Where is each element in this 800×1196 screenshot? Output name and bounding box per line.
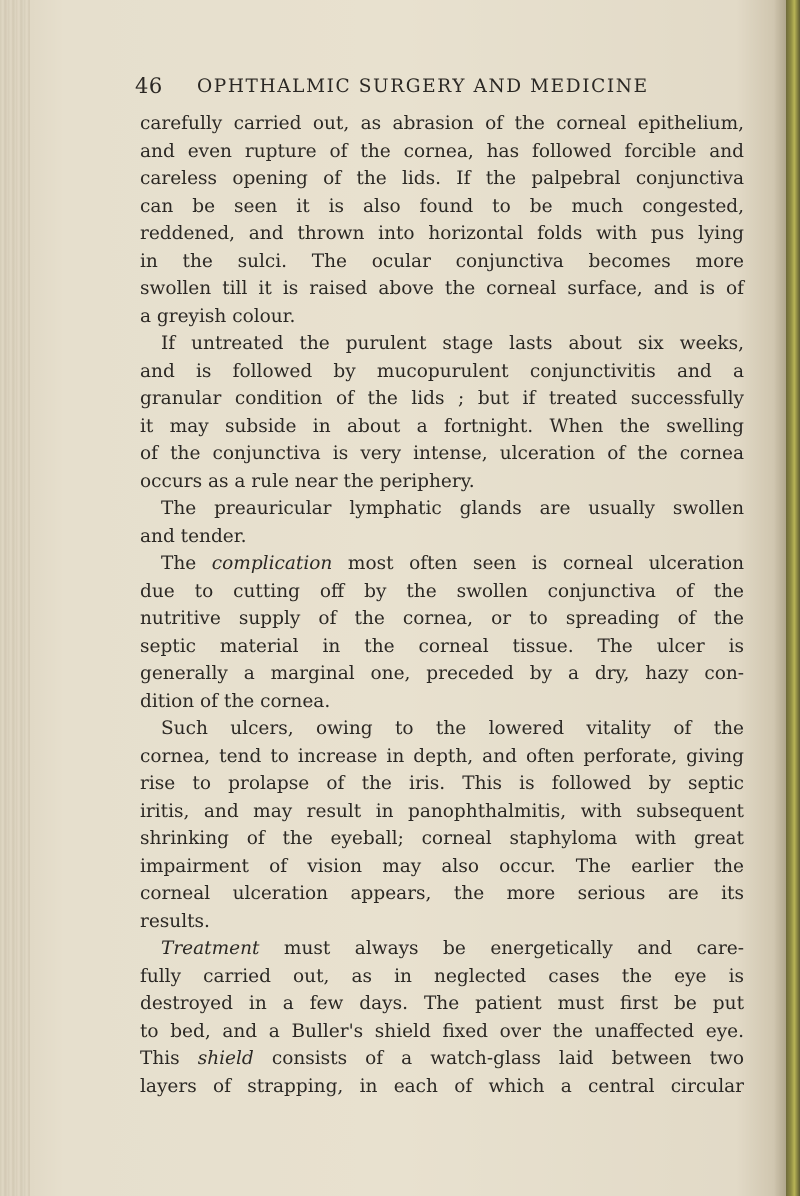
text-line: due to cutting off by the swollen conjunctiva of the [140, 580, 744, 602]
line-segment: most often seen is corneal ulceration [332, 553, 744, 574]
italic-term-treatment: Treatment [161, 938, 260, 959]
line-segment: consists of a watch-glass laid between two [253, 1048, 745, 1069]
text-line: in the sulci. The ocular conjunctiva becomes more [140, 250, 744, 272]
line-segment: must always be energetically and care- [259, 938, 744, 959]
running-title: OPHTHALMIC SURGERY AND MEDICINE [197, 76, 649, 97]
text-line: and even rupture of the cornea, has followed forcible and [140, 140, 744, 162]
text-line: If untreated the purulent stage lasts about six weeks, [161, 333, 744, 354]
text-line: septic material in the corneal tissue. The ulcer is [140, 635, 744, 657]
page-number: 46 [135, 74, 163, 98]
text-line: fully carried out, as in neglected cases the eye is [140, 965, 744, 987]
text-line: and is followed by mucopurulent conjunctivitis and a [140, 360, 744, 382]
body-text [140, 110, 744, 1100]
italic-term-complication: complication [211, 553, 333, 574]
text-line: nutritive supply of the cornea, or to spreading of the [140, 608, 744, 629]
text-line [140, 550, 744, 578]
line-segment: This [140, 1048, 198, 1069]
text-line: can be seen it is also found to be much congested, [140, 195, 744, 217]
page-gutter-left [0, 0, 30, 1196]
text-line: impairment of vision may also occur. The earlier the [140, 855, 744, 877]
text-line: of the conjunctiva is very intense, ulceration of the cornea [140, 443, 744, 464]
text-line: shrinking of the eyeball; corneal staphyloma with great [140, 828, 744, 849]
page-edge-shadow [774, 0, 786, 1196]
text-line: swollen till it is raised above the corneal surface, and is of [140, 278, 744, 299]
book-spine-edge [786, 0, 800, 1196]
text-line: generally a marginal one, preceded by a dry, hazy con- [140, 663, 744, 684]
text-line: dition of the cornea. [140, 690, 331, 712]
text-line: careless opening of the lids. If the palpebral conjunctiva [140, 168, 744, 189]
text-line: iritis, and may result in panophthalmitis, with subsequent [140, 800, 744, 822]
text-line [140, 1045, 744, 1073]
text-line: Such ulcers, owing to the lowered vitality of the [161, 718, 744, 739]
italic-term-shield: shield [197, 1048, 254, 1069]
text-line: destroyed in a few days. The patient must first be put [140, 993, 744, 1014]
text-line: corneal ulceration appears, the more serious are its [140, 883, 744, 904]
text-line: cornea, tend to increase in depth, and often perforate, giving [140, 745, 744, 767]
text-line: occurs as a rule near the periphery. [140, 470, 475, 492]
text-line: reddened, and thrown into horizontal folds with pus lying [140, 223, 744, 244]
text-line: it may subside in about a fortnight. When the swelling [140, 415, 744, 437]
text-line: layers of strapping, in each of which a central circular [140, 1075, 744, 1097]
text-line: granular condition of the lids ; but if treated successfully [140, 388, 744, 409]
line-segment: The [161, 553, 212, 574]
page-header [135, 74, 740, 108]
text-line: a greyish colour. [140, 305, 296, 327]
text-line [140, 935, 744, 963]
text-line: and tender. [140, 525, 247, 547]
text-line: The preauricular lymphatic glands are usually swollen [161, 498, 744, 519]
text-line: carefully carried out, as abrasion of the corneal epithelium, [140, 113, 744, 134]
text-line: rise to prolapse of the iris. This is followed by septic [140, 773, 744, 794]
text-line: to bed, and a Buller's shield fixed over the unaffected eye. [140, 1020, 744, 1042]
text-line: results. [140, 910, 210, 932]
